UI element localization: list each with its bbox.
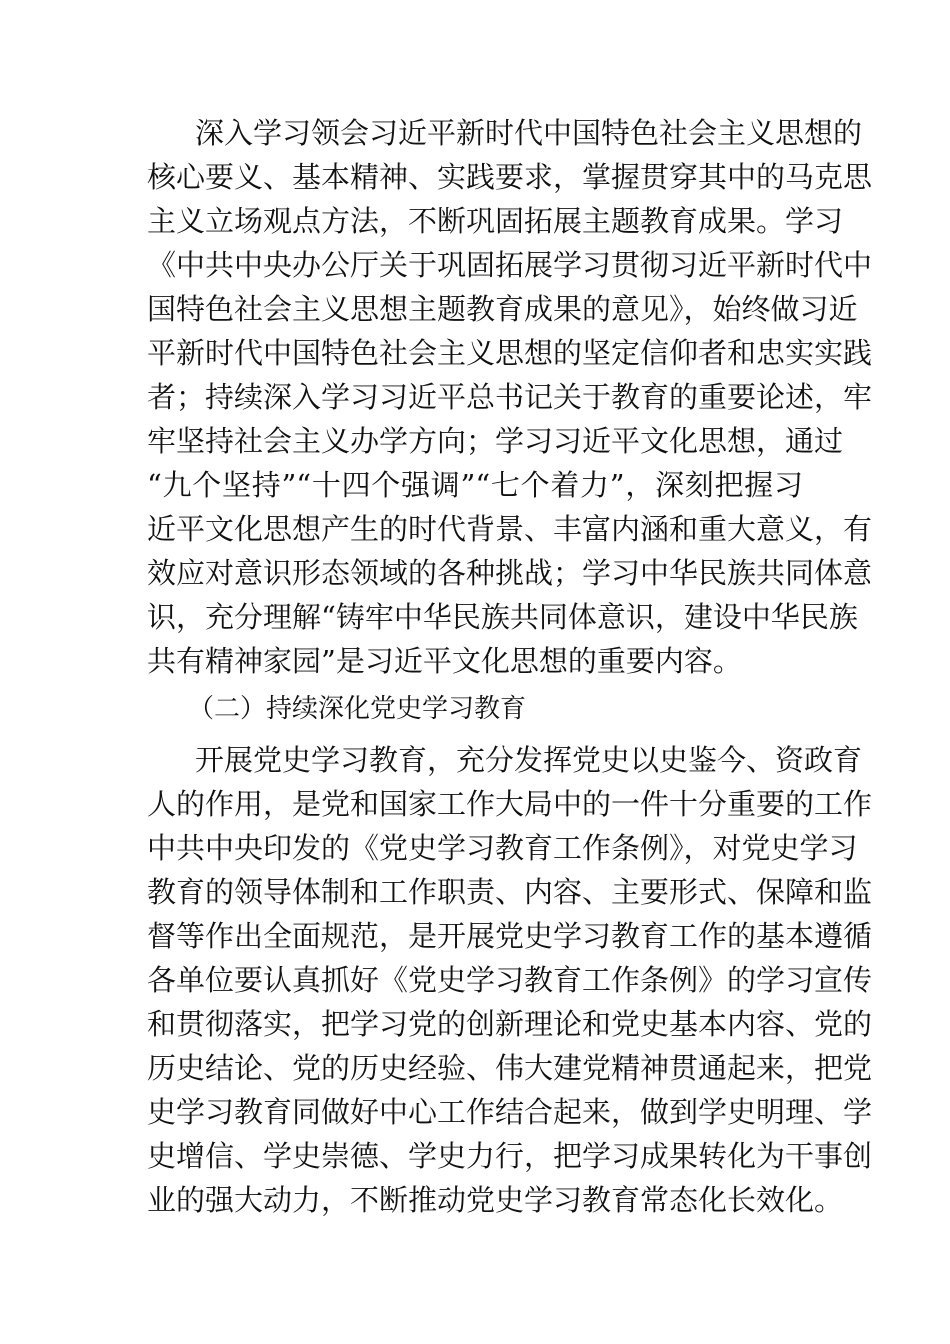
paragraph-line: 各单位要认真抓好《党史学习教育工作条例》的学习宣传 [147,963,873,997]
paragraph-line: 核心要义、基本精神、实践要求，掌握贯穿其中的马克思 [147,160,873,194]
paragraph-line: 开展党史学习教育，充分发挥党史以史鉴今、资政育 [195,743,863,777]
section-heading: （二）持续深化党史学习教育 [188,694,527,724]
paragraph-line: 深入学习领会习近平新时代中国特色社会主义思想的 [195,116,863,150]
paragraph-line: 历史结论、党的历史经验、伟大建党精神贯通起来，把党 [147,1051,873,1085]
paragraph-line: 平新时代中国特色社会主义思想的坚定信仰者和忠实实践 [147,336,873,370]
paragraph-line: 近平文化思想产生的时代背景、丰富内涵和重大意义，有 [147,512,873,546]
paragraph-line: 督等作出全面规范，是开展党史学习教育工作的基本遵循 [147,919,873,953]
paragraph-line: 国特色社会主义思想主题教育成果的意见》，始终做习近 [147,292,858,326]
paragraph-line: 《中共中央办公厅关于巩固拓展学习贯彻习近平新时代中 [147,248,873,282]
paragraph-line: 业的强大动力，不断推动党史学习教育常态化长效化。 [147,1183,844,1217]
paragraph-line: “九个坚持”“十四个强调”“七个着力”，深刻把握习 [147,468,803,502]
paragraph-line: 和贯彻落实，把学习党的创新理论和党史基本内容、党的 [147,1007,873,1041]
paragraph-line: 教育的领导体制和工作职责、内容、主要形式、保障和监 [147,875,873,909]
paragraph-line: 中共中央印发的《党史学习教育工作条例》，对党史学习 [147,831,858,865]
paragraph-line: 牢坚持社会主义办学方向；学习习近平文化思想，通过 [147,424,844,458]
paragraph-line: 共有精神家园”是习近平文化思想的重要内容。 [147,644,742,678]
paragraph-line: 识，充分理解“铸牢中华民族共同体意识，建设中华民族 [147,600,858,634]
paragraph-line: 主义立场观点方法，不断巩固拓展主题教育成果。学习 [147,204,844,238]
paragraph-line: 人的作用，是党和国家工作大局中的一件十分重要的工作 [147,787,873,821]
paragraph-line: 者；持续深入学习习近平总书记关于教育的重要论述，牢 [147,380,873,414]
paragraph-line: 史增信、学史崇德、学史力行，把学习成果转化为干事创 [147,1139,873,1173]
paragraph-line: 史学习教育同做好中心工作结合起来，做到学史明理、学 [147,1095,873,1129]
paragraph-line: 效应对意识形态领域的各种挑战；学习中华民族共同体意 [147,556,873,590]
